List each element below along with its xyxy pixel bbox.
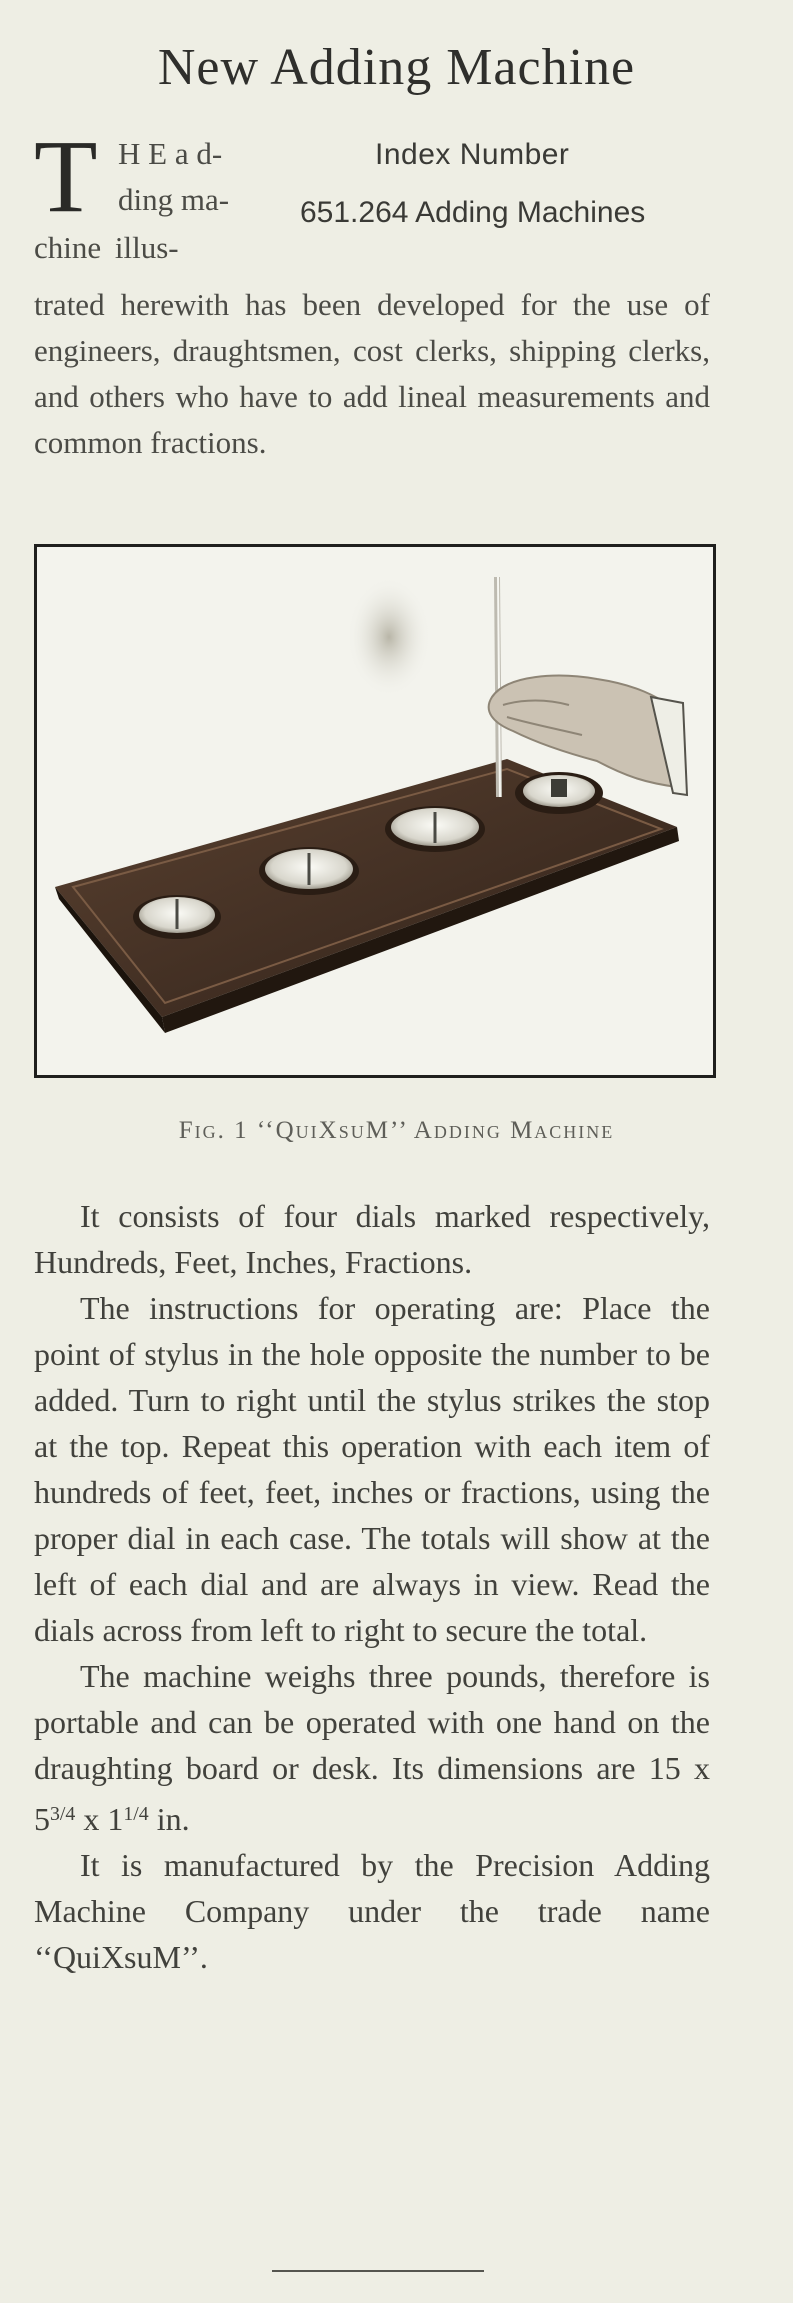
paragraph-weight (34, 1653, 710, 1842)
closing-rule (272, 2270, 484, 2272)
dim-c: 1 (107, 1801, 124, 1837)
figure-caption: Fig. 1 ‘‘QuiXsuM’’ Adding Machine (178, 1117, 615, 1144)
intro-line-2: ding ma- (118, 182, 230, 217)
dial-feet (259, 847, 359, 895)
adding-machine-illustration (37, 547, 713, 1075)
dim-a: 15 (648, 1750, 681, 1786)
intro-paragraph: trated herewith has been developed for the use of engineers, draughtsmen, cost clerks, shipping clerks, and others who have to add lineal measurements and common fractions. (34, 287, 710, 460)
dim-unit: in. (148, 1801, 190, 1837)
article-title: New Adding Machine (157, 39, 636, 96)
paragraph-dials: It consists of four dials marked respectively, Hundreds, Feet, Inches, Fractions. (34, 1198, 710, 1280)
intro-line-3: chine illus- (34, 230, 179, 265)
paragraph-instructions: The instructions for operating are: Place the point of stylus in the hole opposite the number to be added. Turn to right until the stylus strikes the stop at the top. Repeat this operation with each item of hundreds of feet, feet, inches or fractions, using the proper dial in each case. The totals will show at the left of each dial and are always in view. Read the dials across from left to right to secure the total. (34, 1290, 710, 1648)
drop-cap: T (34, 119, 98, 234)
dial-hundreds (133, 895, 221, 939)
smoke-blur (347, 577, 431, 697)
index-number-value: 651.264 Adding Machines (300, 196, 646, 229)
paragraph-manufacturer: It is manufactured by the Precision Adding Machine Company under the trade name ‘‘QuiXsuM’’. (34, 1847, 710, 1975)
figure-photo-adding-machine (34, 544, 716, 1078)
dial-fractions (515, 772, 603, 814)
intro-line-1: H E a d- (118, 136, 223, 171)
dim-b-fraction: 3/4 (50, 1803, 76, 1825)
dim-sep-1: x (680, 1750, 711, 1786)
dim-sep-2: x (75, 1801, 108, 1837)
dim-c-fraction: 1/4 (123, 1803, 149, 1825)
index-number-label: Index Number (375, 138, 570, 171)
dim-b: 5 (34, 1801, 50, 1837)
article-body (34, 1193, 710, 1980)
weight-text: The machine weighs three pounds, therefore is portable and can be operated with one hand on the draughting board or desk. Its dimensions are (34, 1658, 710, 1786)
dial-inches (385, 806, 485, 852)
